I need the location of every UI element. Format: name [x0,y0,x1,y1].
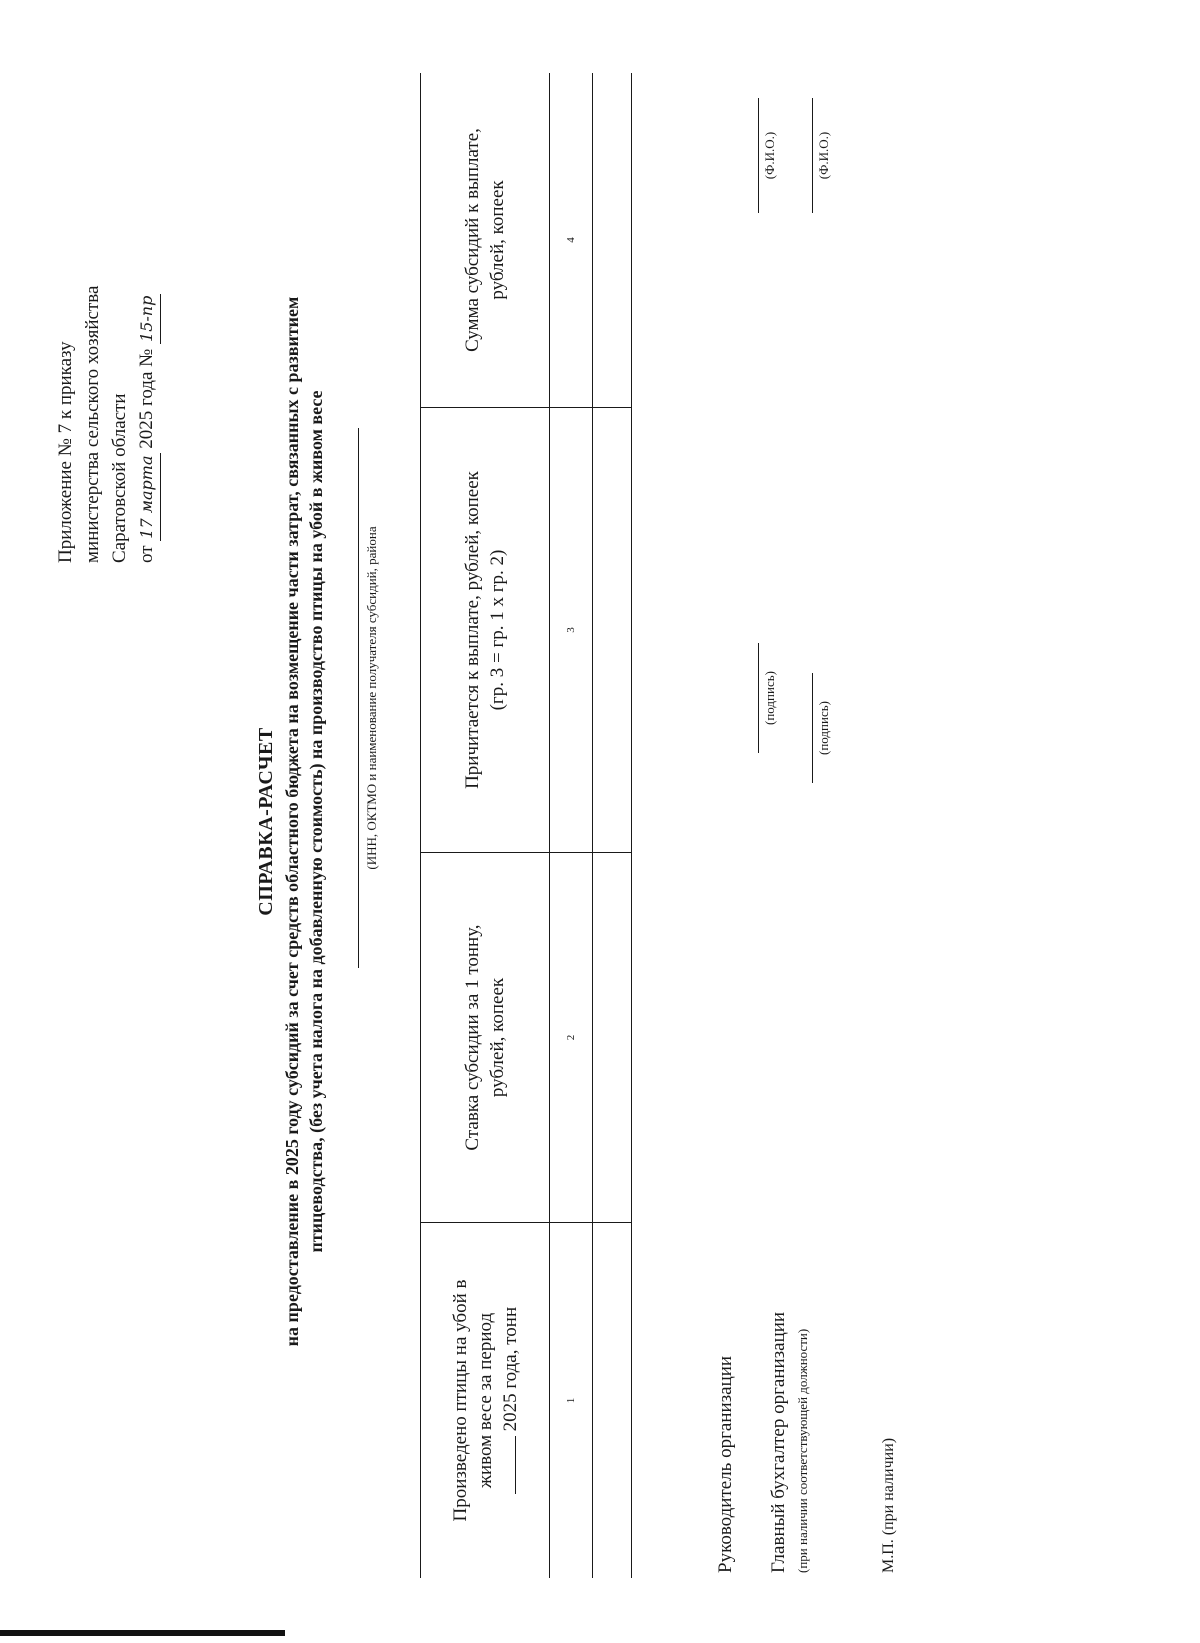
table-column-1 [421,1223,631,1578]
recipient-caption: (ИНН, ОКТМО и наименование получателя субсидий, района [364,526,379,870]
recipient-field-line [358,428,359,968]
document-title-block [255,0,328,1643]
column-4-header [421,73,549,407]
column-3-number: 3 [549,408,593,852]
handwritten-order-number: 15-пр [133,294,161,344]
column-1-header-line-2: живом весе за период [474,1312,496,1489]
column-4-header-line-2: рублей, копеек [487,180,508,300]
head-name-caption: (Ф.И.О.) [762,131,777,180]
period-blank [515,1436,516,1494]
column-4-header-line-1: Сумма субсидий к выплате, [462,128,483,352]
head-signature-caption: (подпись) [762,671,777,725]
appendix-line-1: Приложение № 7 к приказу [55,341,76,563]
accountant-name-caption: (Ф.И.О.) [816,131,831,180]
column-1-header-period: 2025 года, тонн [499,1306,521,1432]
document-subtitle [280,0,328,1643]
accountant-signature-line [812,673,813,783]
appendix-date-line [133,43,161,563]
head-name-line [758,98,759,213]
document-title: СПРАВКА-РАСЧЕТ [255,727,277,916]
accountant-signature-label: Главный бухгалтер организации [768,1311,789,1573]
table-column-2 [421,853,631,1223]
column-1-number: 1 [549,1223,593,1578]
date-middle: 2025 года № [136,348,157,449]
handwritten-date: 17 марта [133,453,161,540]
stamp-placeholder: М.П. (при наличии) [880,1437,897,1573]
column-2-number: 2 [549,853,593,1222]
appendix-block [52,43,161,563]
subtitle-line-1: на предоставление в 2025 году субсидий за счет средств областного бюджета на возмещение части затрат, связанных с развитием [282,296,302,1347]
column-1-header-line-1: Произведено птицы на убой в [449,1279,471,1522]
accountant-name-line [812,98,813,213]
subtitle-line-2: птицеводства, (без учета налога на добавленную стоимость) на производство птицы на убой в живом весе [306,390,326,1253]
date-prefix: от [136,545,157,563]
column-3-header-line-1: Причитается к выплате, рублей, копеек [462,471,483,789]
accountant-signature-caption: (подпись) [816,701,831,755]
column-3-header-line-2: (гр. 3 = гр. 1 х гр. 2) [487,549,508,711]
column-2-header-line-1: Ставка субсидии за 1 тонну, [462,924,483,1151]
calculation-table [420,73,632,1578]
column-4-number: 4 [549,73,593,407]
column-3-header [421,408,549,852]
head-signature-line [758,643,759,753]
column-2-header [421,853,549,1222]
appendix-line-2: министерства сельского хозяйства [82,285,103,563]
accountant-note: (при наличии соответствующей должности) [795,1328,810,1573]
appendix-line-3: Саратовской области [109,393,130,563]
head-signature-label: Руководитель организации [715,1355,736,1573]
column-1-header [421,1223,549,1578]
table-column-3 [421,408,631,853]
column-2-header-line-2: рублей, копеек [487,977,508,1098]
scan-edge-bar [0,1630,285,1636]
table-column-4 [421,73,631,408]
column-1-header-line-3 [498,1280,523,1522]
